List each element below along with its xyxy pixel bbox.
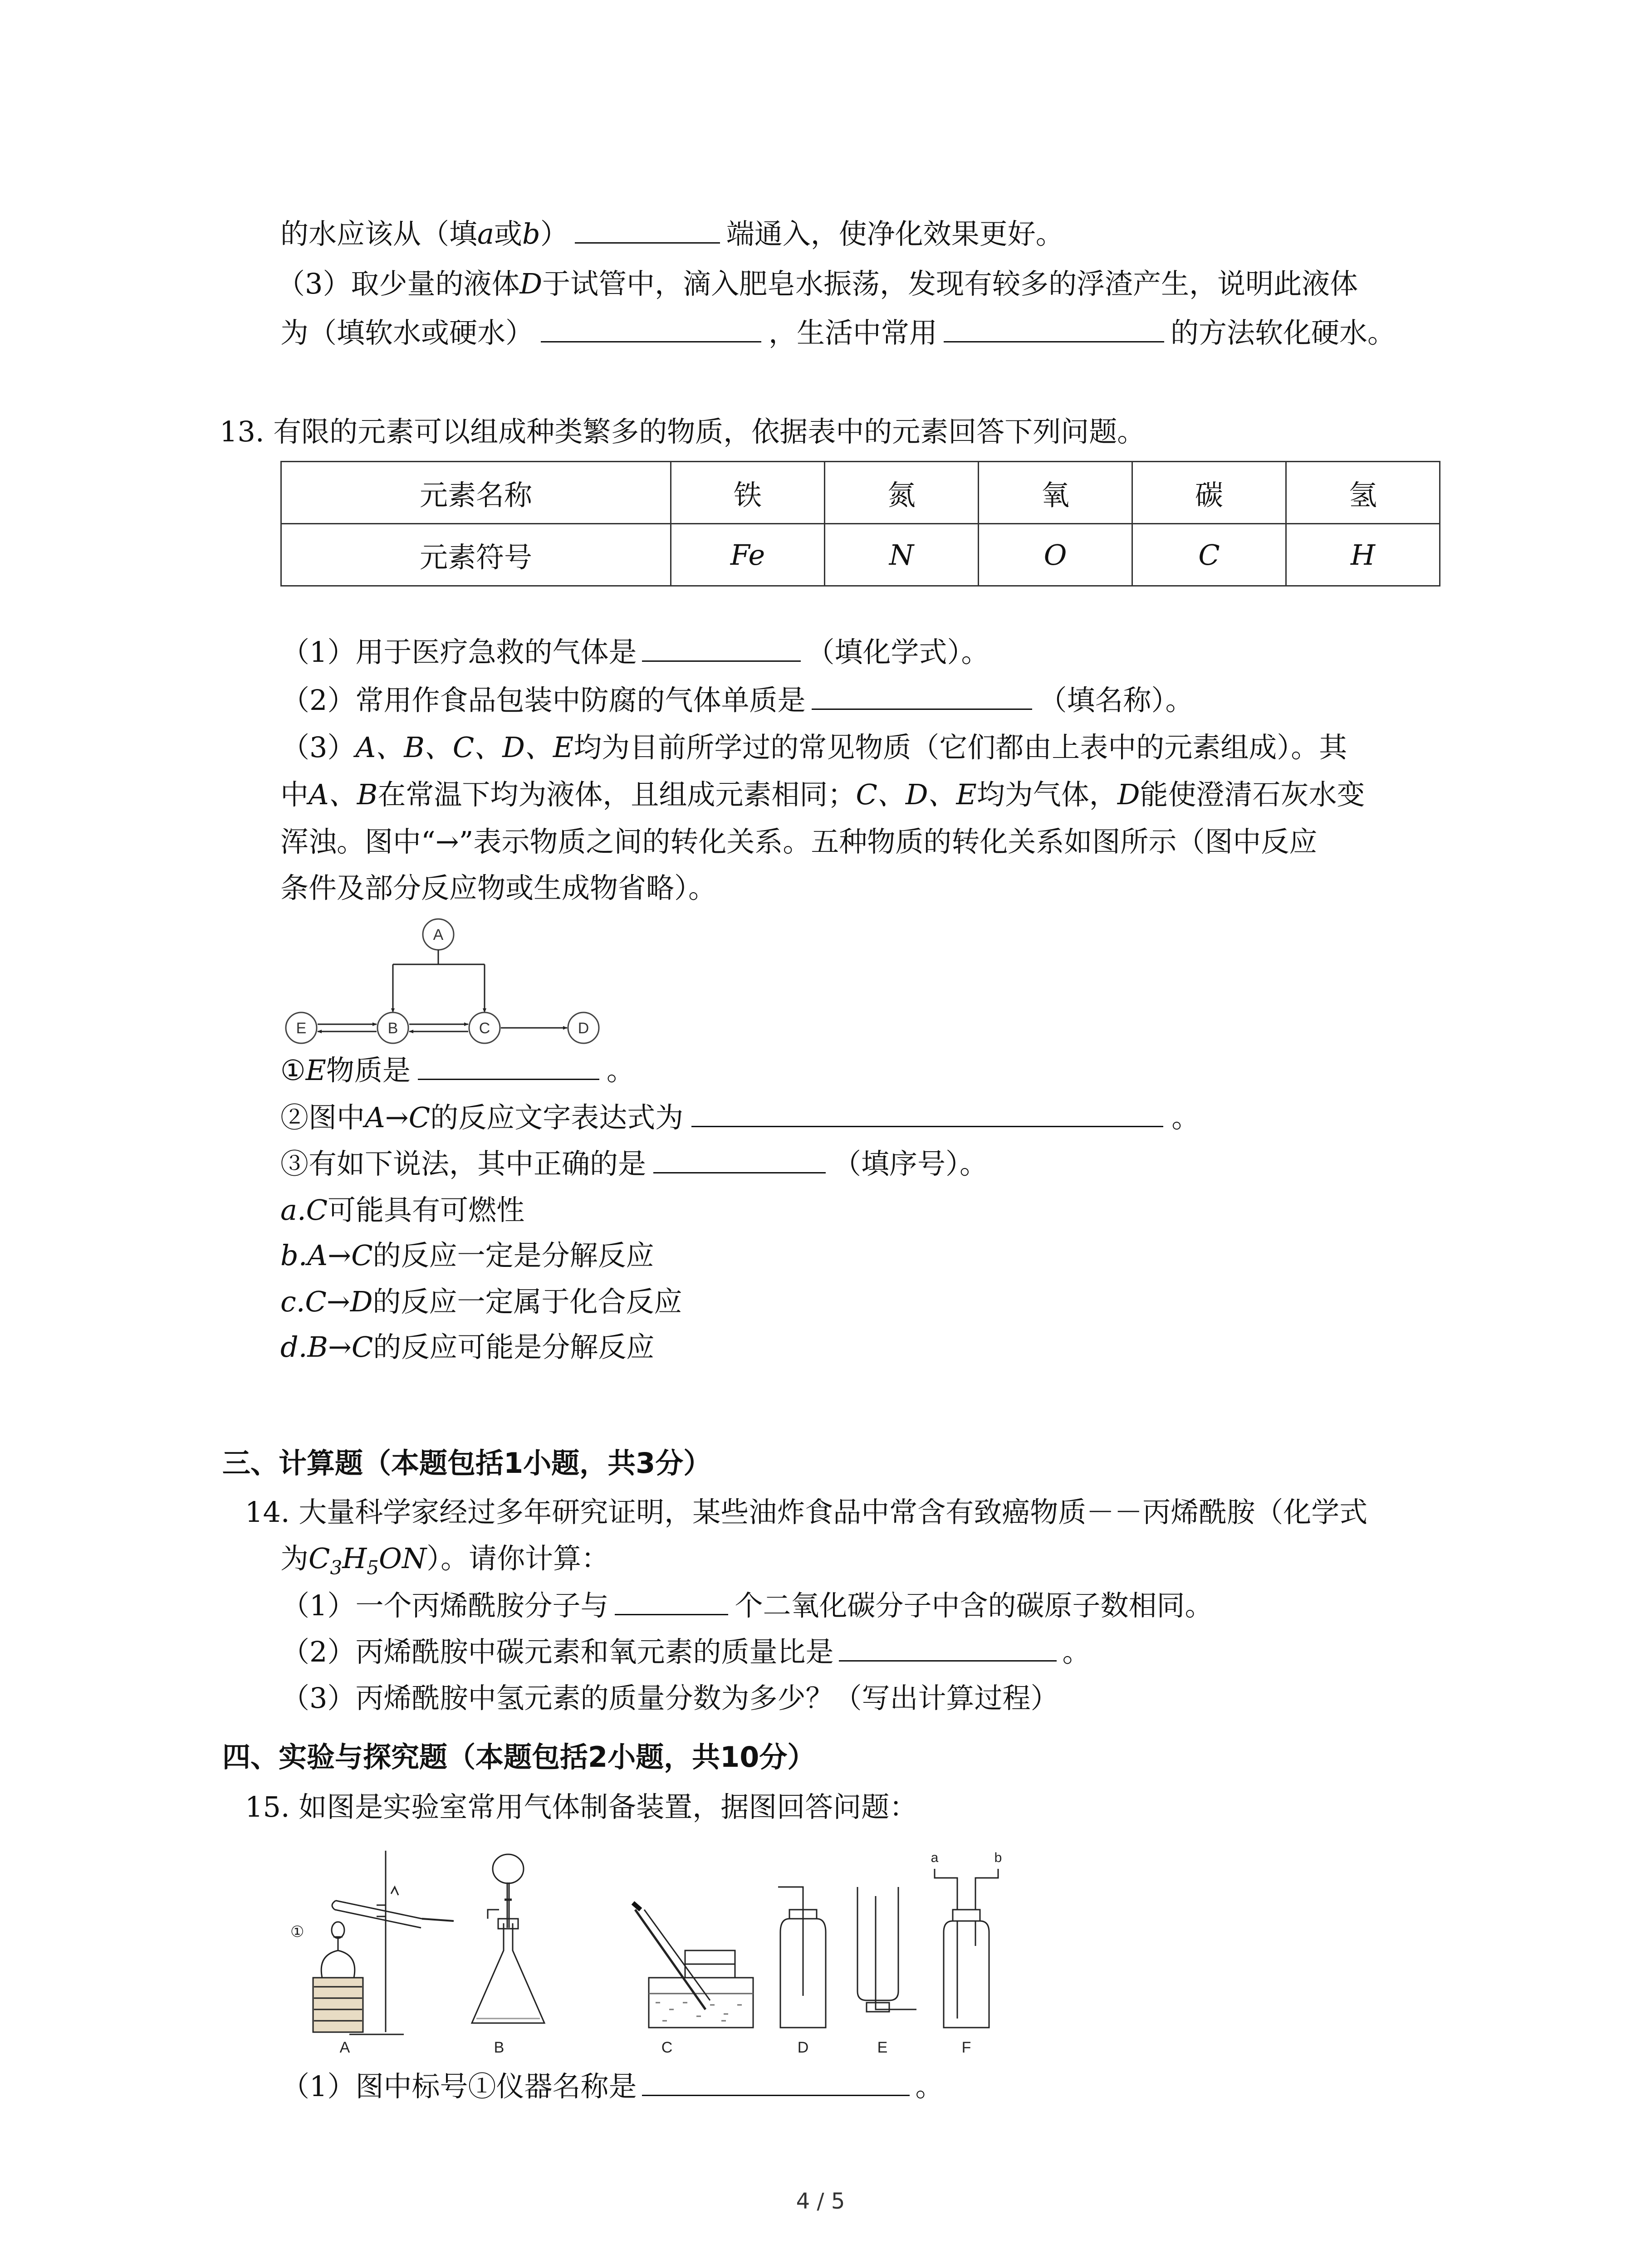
q14-part1: （1）一个丙烯酰胺分子与 个二氧化碳分子中含的碳原子数相同。 — [281, 1588, 1213, 1624]
q13-part1: （1）用于医疗急救的气体是 （填化学式）。 — [281, 634, 989, 670]
q12-blank-2[interactable] — [541, 315, 761, 342]
q13-option-c: c.C→D的反应一定属于化合反应 — [280, 1285, 682, 1318]
svg-text:C: C — [479, 1020, 490, 1037]
apparatus-label-c: C — [661, 2039, 673, 2056]
section-3-title: 三、计算题（本题包括1小题，共3分） — [222, 1447, 712, 1480]
apparatus-label-e: E — [877, 2039, 888, 2056]
svg-text:B: B — [387, 1020, 398, 1037]
apparatus-e — [857, 1887, 916, 2012]
q13-part3-line4: 条件及部分反应物或生成物省略）。 — [280, 871, 717, 904]
apparatus-d — [778, 1887, 826, 2028]
q13-blank-2[interactable] — [812, 682, 1032, 710]
q13-blank-4[interactable] — [691, 1100, 1163, 1127]
table-cell: 氮 — [825, 462, 979, 524]
table-cell: 氧 — [979, 462, 1132, 524]
table-header-cell: 元素名称 — [281, 462, 671, 524]
element-table — [280, 461, 1440, 587]
q14-part2: （2）丙烯酰胺中碳元素和氧元素的质量比是 。 — [281, 1634, 1090, 1670]
svg-text:E: E — [296, 1020, 307, 1037]
q13-blank-3[interactable] — [418, 1052, 599, 1080]
q13-part2: （2）常用作食品包装中防腐的气体单质是 （填名称）。 — [281, 682, 1193, 719]
q13-sub3: ③有如下说法，其中正确的是 （填序号）。 — [280, 1146, 988, 1182]
apparatus-c — [633, 1903, 753, 2028]
q15-blank-1[interactable] — [642, 2068, 910, 2096]
section-4-title: 四、实验与探究题（本题包括2小题，共10分） — [222, 1740, 816, 1774]
apparatus-label-b: B — [494, 2039, 505, 2056]
q14-blank-1[interactable] — [615, 1588, 728, 1615]
diagram-node-d — [568, 1012, 599, 1043]
apparatus-figure — [272, 1842, 1053, 2055]
apparatus-b — [472, 1854, 544, 2023]
q15-part1: （1）图中标号①仪器名称是 。 — [281, 2068, 943, 2105]
port-b-label: b — [994, 1850, 1002, 1865]
q14-line2: 为$C_3H_5ON$）。请你计算： — [280, 1542, 610, 1579]
q13-blank-1[interactable] — [642, 634, 801, 662]
apparatus-label-a: A — [339, 2039, 350, 2056]
table-cell: 铁 — [671, 462, 825, 524]
q12-line3: 为（填软水或硬水） ，生活中常用 的方法软化硬水。 — [280, 315, 1396, 351]
apparatus-label-d: D — [797, 2039, 809, 2056]
q13-sub2: ②图中A→C的反应文字表达式为 。 — [280, 1100, 1200, 1136]
q13-sub1: ①E物质是 。 — [280, 1052, 635, 1089]
q13-part3-line2: 中A、B在常温下均为液体，且组成元素相同；C、D、E均为气体，D能使澄清石灰水变 — [280, 778, 1365, 811]
svg-text:D: D — [578, 1020, 589, 1037]
diagram-node-b — [377, 1012, 408, 1043]
port-a-label: a — [931, 1850, 939, 1865]
table-cell: H — [1286, 524, 1440, 586]
table-cell: O — [979, 524, 1132, 586]
q14-line1: 14. 大量科学家经过多年研究证明，某些油炸食品中常含有致癌物质－－丙烯酰胺（化学式 — [245, 1496, 1368, 1529]
q13-blank-5[interactable] — [653, 1146, 826, 1173]
apparatus-label-f: F — [961, 2039, 971, 2056]
q14-blank-2[interactable] — [839, 1634, 1057, 1662]
diagram-node-e — [286, 1012, 317, 1043]
table-cell: N — [825, 524, 979, 586]
q13-option-d: d.B→C的反应可能是分解反应 — [280, 1330, 655, 1364]
q12-line2: （3）取少量的液体D于试管中，滴入肥皂水振荡，发现有较多的浮渣产生，说明此液体 — [277, 267, 1358, 300]
apparatus-a — [313, 1851, 454, 2034]
table-header-cell: 元素符号 — [281, 524, 671, 586]
q13-part3-line1: （3）A、B、C、D、E均为目前所学过的常见物质（它们都由上表中的元素组成）。其 — [281, 731, 1347, 764]
diagram-node-c — [469, 1012, 500, 1043]
q12-blank-3[interactable] — [944, 315, 1164, 342]
q15-stem: 15. 如图是实验室常用气体制备装置，据图回答问题： — [245, 1790, 918, 1823]
table-cell: 氢 — [1286, 462, 1440, 524]
svg-text:A: A — [433, 926, 444, 943]
apparatus-marker: ① — [290, 1923, 304, 1941]
table-row — [281, 524, 1440, 586]
table-cell: Fe — [671, 524, 825, 586]
q13-option-b: b.A→C的反应一定是分解反应 — [280, 1239, 654, 1272]
q12-line1: 的水应该从（填a或b） 端通入，使净化效果更好。 — [280, 216, 1064, 252]
q13-stem: 13. 有限的元素可以组成种类繁多的物质，依据表中的元素回答下列问题。 — [220, 415, 1146, 448]
table-row — [281, 462, 1440, 524]
table-cell: C — [1132, 524, 1286, 586]
q13-option-a: a.C可能具有可燃性 — [280, 1193, 525, 1227]
diagram-node-a — [423, 919, 454, 950]
page-number: 4 / 5 — [796, 2189, 845, 2214]
q12-blank-1[interactable] — [575, 216, 720, 244]
conversion-diagram — [272, 912, 608, 1057]
apparatus-f — [935, 1869, 998, 2028]
table-cell: 碳 — [1132, 462, 1286, 524]
q13-part3-line3: 浑浊。图中“→”表示物质之间的转化关系。五种物质的转化关系如图所示（图中反应 — [280, 825, 1318, 858]
q14-part3: （3）丙烯酰胺中氢元素的质量分数为多少？（写出计算过程） — [281, 1681, 1059, 1715]
